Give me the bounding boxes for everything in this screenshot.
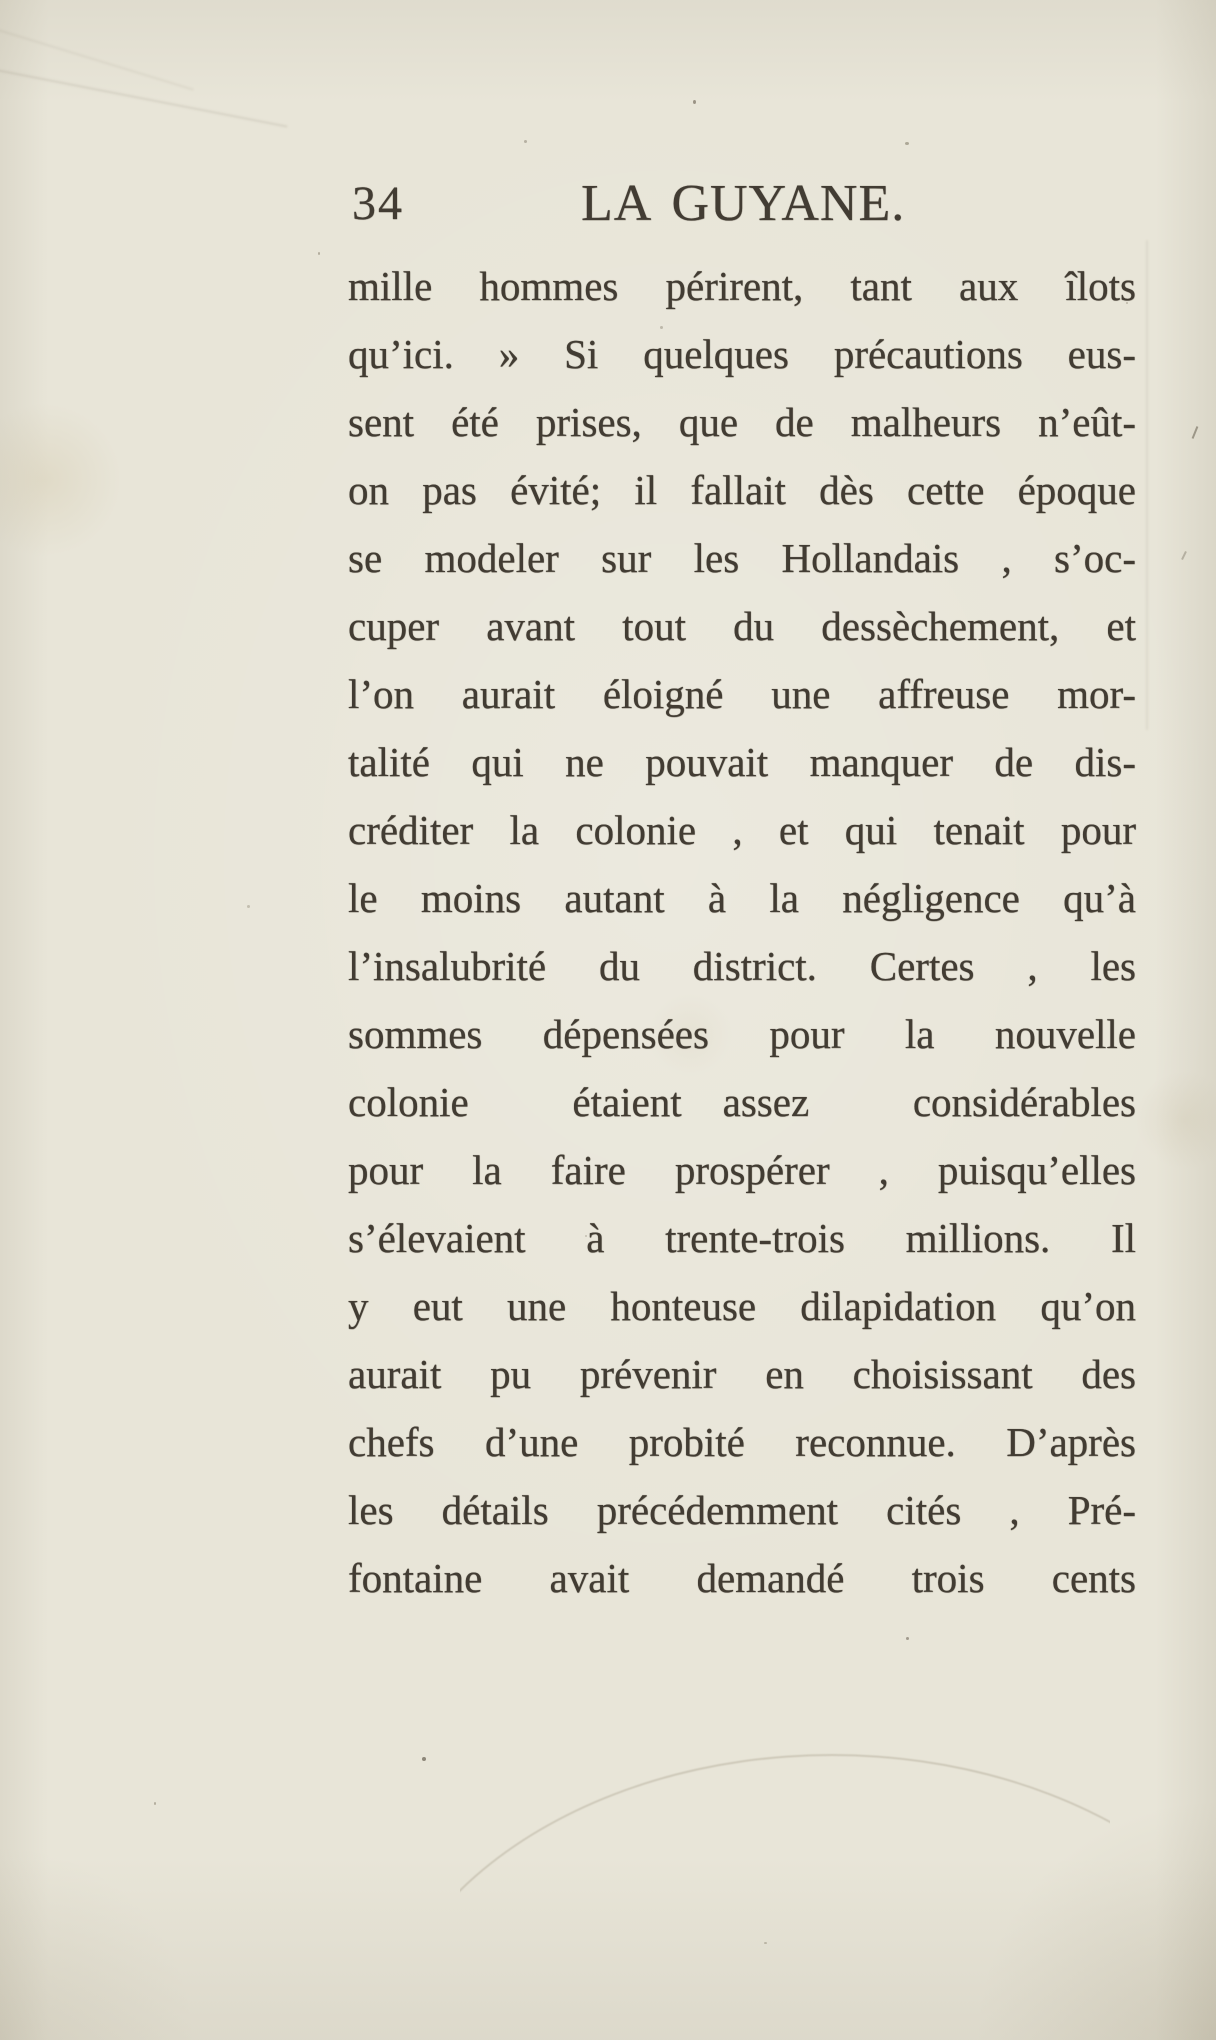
paper-speck <box>154 1802 156 1805</box>
paper-speck <box>764 1942 767 1944</box>
body-text <box>348 252 1136 1612</box>
text-line: les détails précédemment cités , Pré- <box>348 1487 1136 1533</box>
paper-crease-arc <box>460 1718 1110 2040</box>
paper-speck <box>524 140 527 143</box>
running-title: LA GUYANE. <box>581 175 906 232</box>
paper-speck <box>906 1637 909 1640</box>
text-line: qu’ici. » Si quelques précautions eus- <box>348 331 1136 377</box>
text-line: chefs d’une probité reconnue. D’après <box>348 1419 1136 1465</box>
text-line: mille hommes périrent, tant aux îlots <box>348 263 1136 309</box>
paper-speck <box>905 142 909 145</box>
text-line: talité qui ne pouvait manquer de dis- <box>348 739 1136 785</box>
paper-speck <box>1126 302 1128 304</box>
paper-speck <box>693 100 696 104</box>
text-line: l’on aurait éloigné une affreuse mor- <box>348 671 1136 717</box>
text-line: colonie étaient assez considérables <box>348 1079 1136 1125</box>
text-line: s’élevaient à trente-trois millions. Il <box>348 1215 1136 1261</box>
page-number: 34 <box>352 177 404 230</box>
text-line: sommes dépensées pour la nouvelle <box>348 1011 1136 1057</box>
text-line: sent été prises, que de malheurs n’eût- <box>348 399 1136 445</box>
paper-speck <box>660 326 663 329</box>
text-line: le moins autant à la négligence qu’à <box>348 875 1136 921</box>
text-line: cuper avant tout du dessèchement, et <box>348 603 1136 649</box>
text-line: fontaine avait demandé trois cents <box>348 1555 1136 1601</box>
text-line: créditer la colonie , et qui tenait pour <box>348 807 1136 853</box>
paper-crease <box>1146 240 1148 730</box>
margin-mark <box>1192 426 1199 439</box>
paper-crease <box>0 27 194 90</box>
text-line: on pas évité; il fallait dès cette époque <box>348 467 1136 513</box>
text-line: aurait pu prévenir en choisissant des <box>348 1351 1136 1397</box>
paper-speck <box>318 252 320 255</box>
text-line: pour la faire prospérer , puisqu’elles <box>348 1147 1136 1193</box>
margin-mark <box>1181 551 1187 560</box>
paper-speck <box>422 1757 426 1761</box>
paper-speck <box>247 905 250 908</box>
text-line: se modeler sur les Hollandais , s’oc- <box>348 535 1136 581</box>
paper-speck <box>585 1235 587 1237</box>
text-line: l’insalubrité du district. Certes , les <box>348 943 1136 989</box>
text-line: y eut une honteuse dilapidation qu’on <box>348 1283 1136 1329</box>
